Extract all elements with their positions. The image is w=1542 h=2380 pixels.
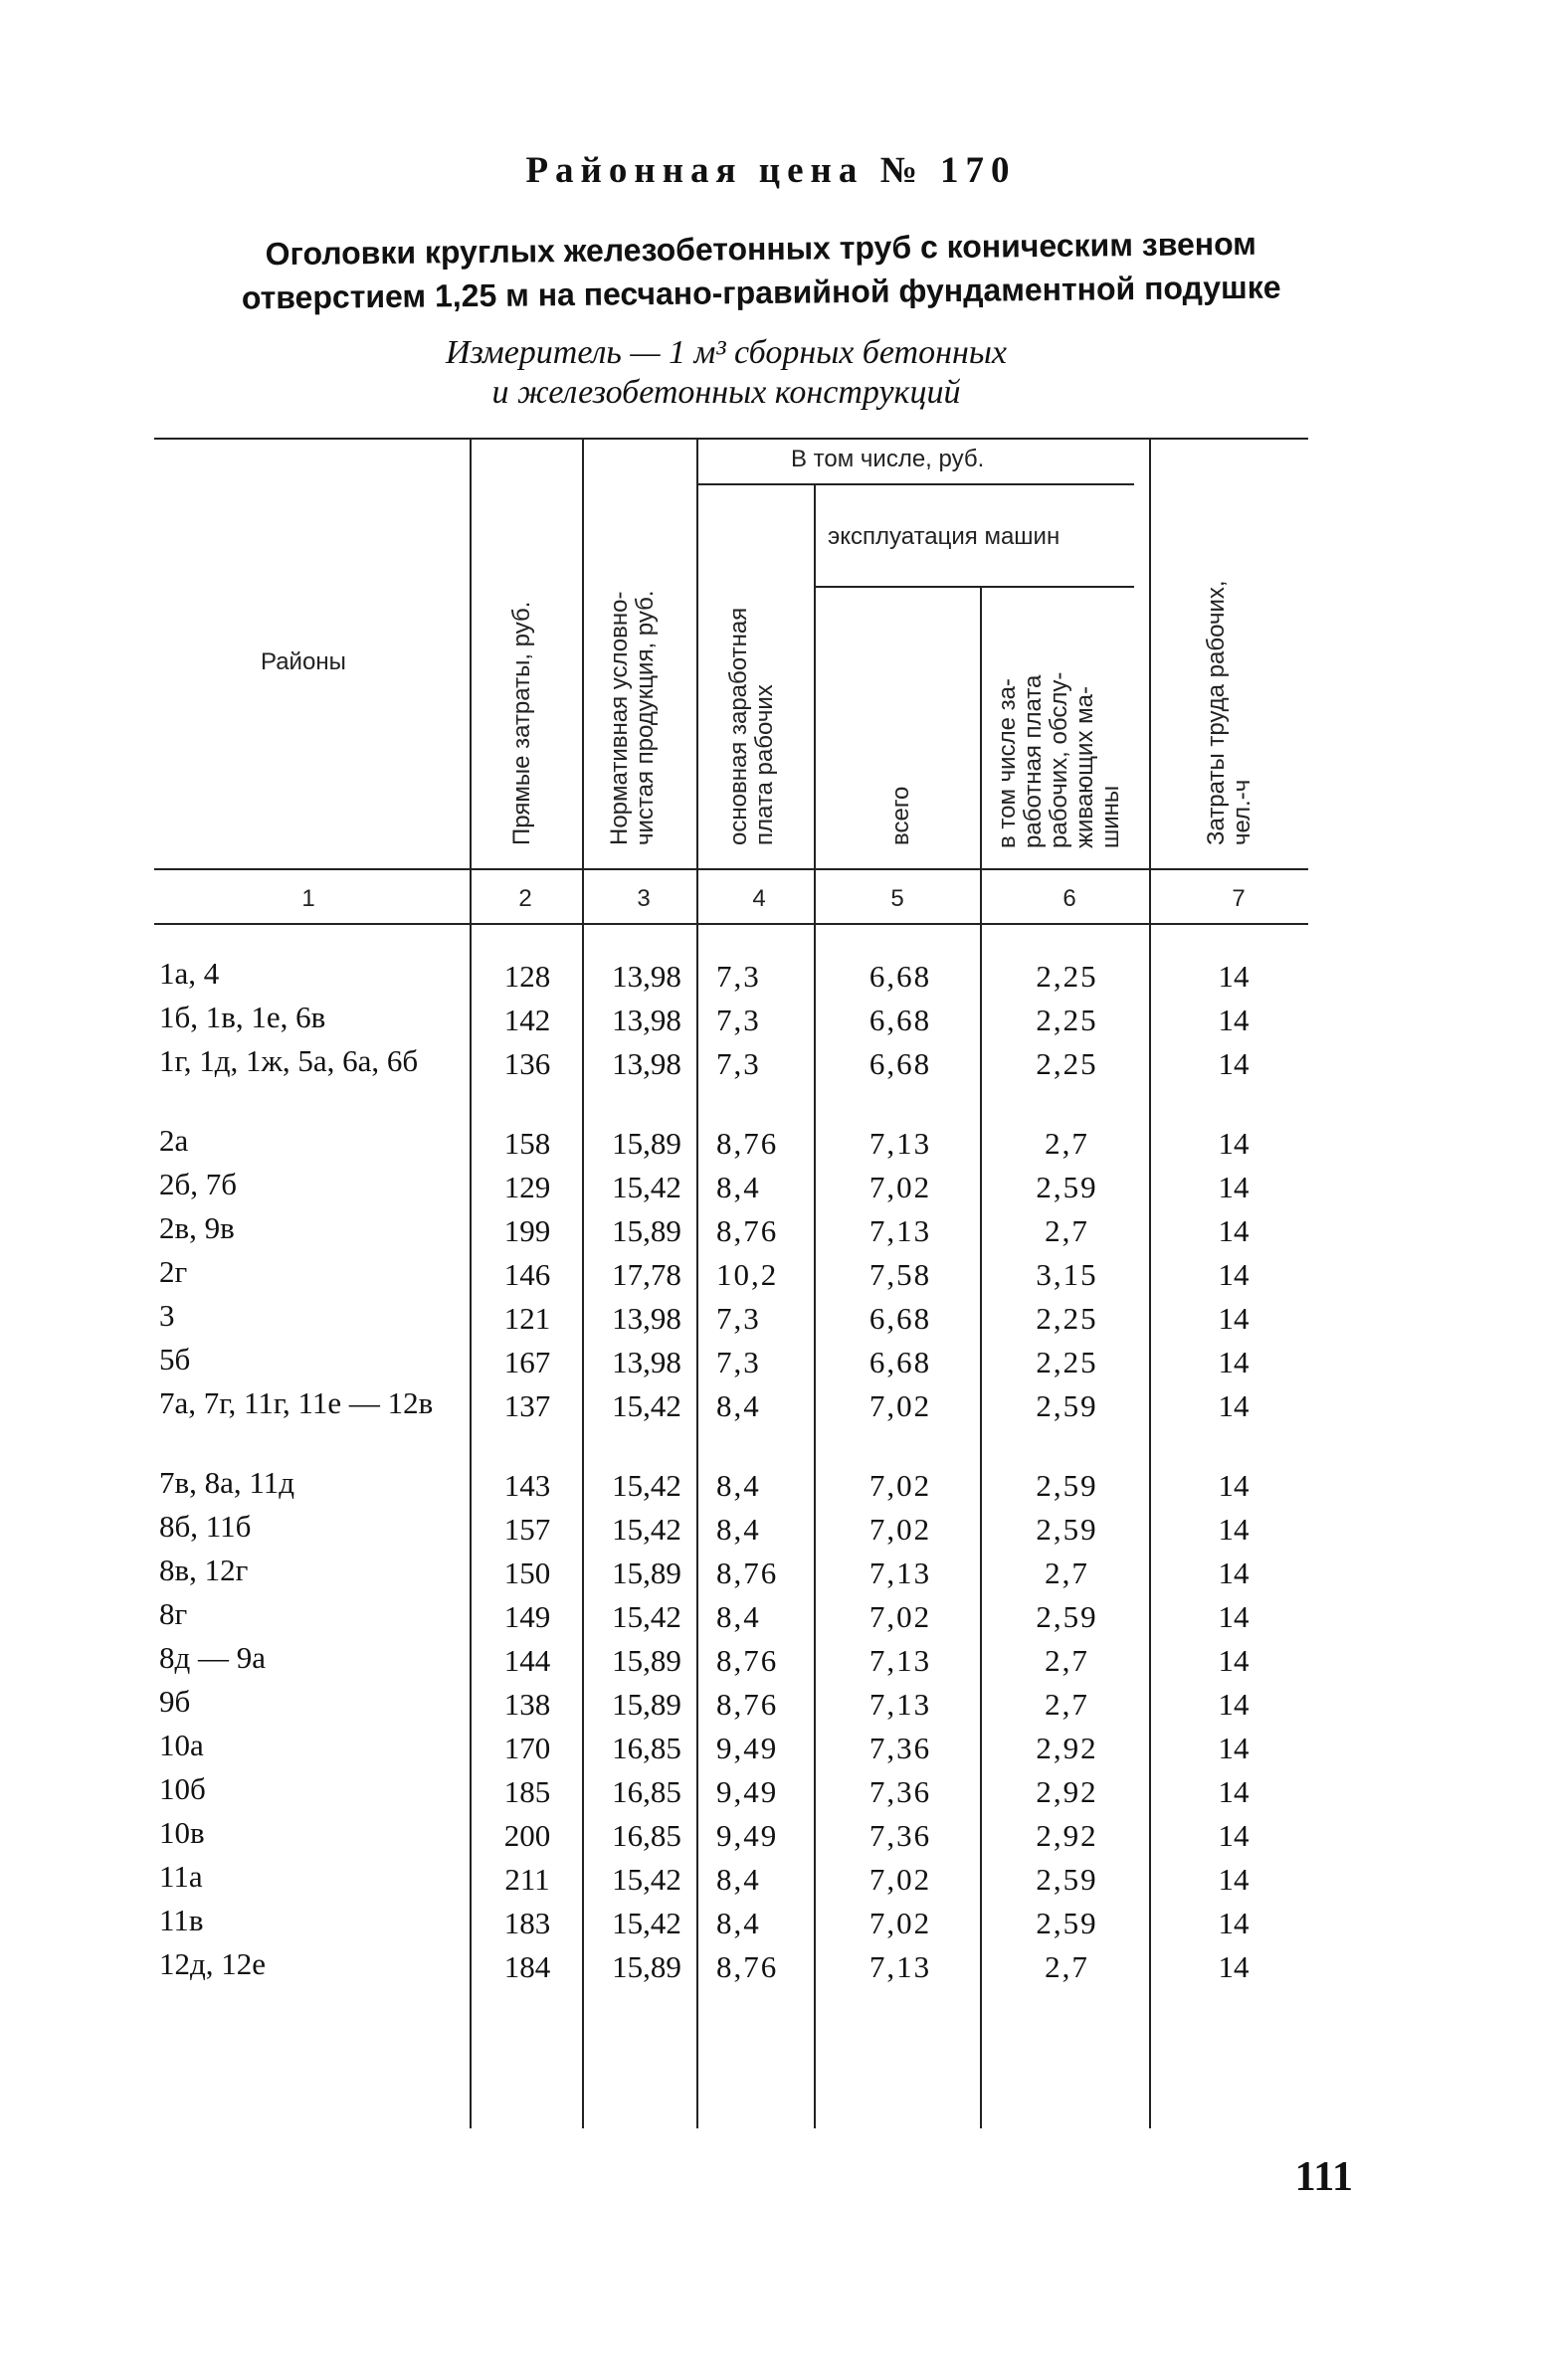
value-cell-c7: 14 (1218, 1687, 1250, 1722)
value-cell-c2: 185 (503, 1774, 551, 1809)
value-cell-c6: 3,15 (1036, 1257, 1098, 1292)
value-cell-c5: 7,36 (868, 1731, 932, 1765)
header-regions: Районы (261, 648, 346, 675)
column-number-rule (154, 923, 1308, 925)
value-cell-c5: 7,36 (868, 1818, 932, 1853)
value-cell-c3: 15,42 (612, 1862, 681, 1897)
value-cell-c7: 14 (1218, 959, 1250, 994)
value-cell-c4: 7,3 (716, 1301, 761, 1336)
value-cell-c4: 8,76 (716, 1556, 779, 1590)
header-base-wages: основная заработная плата рабочих (725, 607, 778, 845)
value-cell-c4: 8,4 (716, 1599, 761, 1634)
value-cell-c7: 14 (1218, 1862, 1250, 1897)
value-cell-c2: 129 (503, 1170, 551, 1204)
value-cell-c3: 15,42 (612, 1512, 681, 1547)
machines-rule (814, 586, 1134, 588)
region-cell: 8д — 9а (159, 1640, 267, 1675)
region-cell: 2в, 9в (159, 1210, 235, 1245)
value-cell-c2: 184 (503, 1949, 551, 1984)
subtitle-line-2: отверстием 1,25 м на песчано-гравийной фундаментной подушке (241, 269, 1281, 316)
value-cell-c6: 2,92 (1036, 1774, 1098, 1809)
region-cell: 2а (159, 1123, 189, 1158)
value-cell-c4: 8,76 (716, 1643, 779, 1678)
value-cell-c5: 6,68 (868, 1301, 932, 1336)
value-cell-c4: 8,76 (716, 1213, 779, 1248)
column-number-7: 7 (1232, 885, 1246, 912)
value-cell-c6: 2,7 (1045, 1556, 1089, 1590)
value-cell-c5: 7,58 (868, 1257, 932, 1292)
value-cell-c3: 15,89 (612, 1687, 681, 1722)
value-cell-c5: 7,02 (868, 1388, 932, 1423)
value-cell-c6: 2,92 (1036, 1818, 1098, 1853)
region-cell: 11в (159, 1903, 204, 1937)
value-cell-c5: 7,13 (868, 1949, 932, 1984)
value-cell-c3: 15,42 (612, 1906, 681, 1940)
subtitle-line-1: Оголовки круглых железобетонных труб с коническим звеном (265, 225, 1257, 273)
value-cell-c3: 16,85 (612, 1731, 681, 1765)
region-cell: 8в, 12г (159, 1553, 249, 1587)
value-cell-c3: 13,98 (612, 959, 681, 994)
value-cell-c7: 14 (1218, 1599, 1250, 1634)
value-cell-c2: 144 (503, 1643, 551, 1678)
value-cell-c7: 14 (1218, 1643, 1250, 1678)
value-cell-c3: 15,42 (612, 1388, 681, 1423)
value-cell-c3: 13,98 (612, 1301, 681, 1336)
value-cell-c6: 2,59 (1036, 1512, 1098, 1547)
value-cell-c7: 14 (1218, 1345, 1250, 1379)
value-cell-c2: 142 (503, 1003, 551, 1037)
value-cell-c5: 7,13 (868, 1126, 932, 1161)
value-cell-c7: 14 (1218, 1388, 1250, 1423)
value-cell-c6: 2,25 (1036, 1046, 1098, 1081)
column-number-6: 6 (1062, 885, 1076, 912)
value-cell-c5: 7,36 (868, 1774, 932, 1809)
value-cell-c6: 2,92 (1036, 1731, 1098, 1765)
value-cell-c6: 2,59 (1036, 1388, 1098, 1423)
value-cell-c2: 146 (503, 1257, 551, 1292)
region-cell: 11а (159, 1859, 203, 1894)
value-cell-c4: 9,49 (716, 1731, 779, 1765)
region-cell: 5б (159, 1342, 191, 1376)
region-cell: 8г (159, 1596, 188, 1631)
value-cell-c4: 8,76 (716, 1687, 779, 1722)
value-cell-c2: 138 (503, 1687, 551, 1722)
column-number-3: 3 (637, 885, 651, 912)
value-cell-c4: 8,76 (716, 1126, 779, 1161)
region-cell: 12д, 12е (159, 1946, 267, 1981)
value-cell-c3: 13,98 (612, 1003, 681, 1037)
region-cell: 10а (159, 1728, 204, 1762)
value-cell-c5: 6,68 (868, 1003, 932, 1037)
header-normative-output: Нормативная условно- чистая продукция, руб. (606, 590, 659, 845)
value-cell-c3: 15,42 (612, 1170, 681, 1204)
value-cell-c2: 128 (503, 959, 551, 994)
value-cell-c6: 2,7 (1045, 1213, 1089, 1248)
value-cell-c5: 7,13 (868, 1687, 932, 1722)
value-cell-c6: 2,59 (1036, 1170, 1098, 1204)
region-cell: 10б (159, 1771, 206, 1806)
header-direct-costs: Прямые затраты, руб. (508, 601, 535, 845)
value-cell-c7: 14 (1218, 1257, 1250, 1292)
value-cell-c7: 14 (1218, 1046, 1250, 1081)
value-cell-c3: 15,89 (612, 1643, 681, 1678)
value-cell-c7: 14 (1218, 1003, 1250, 1037)
value-cell-c7: 14 (1218, 1213, 1250, 1248)
value-cell-c7: 14 (1218, 1468, 1250, 1503)
value-cell-c4: 10,2 (716, 1257, 779, 1292)
column-divider-2 (582, 438, 584, 2128)
value-cell-c5: 7,02 (868, 1512, 932, 1547)
value-cell-c2: 136 (503, 1046, 551, 1081)
value-cell-c6: 2,25 (1036, 1345, 1098, 1379)
value-cell-c7: 14 (1218, 1906, 1250, 1940)
value-cell-c4: 9,49 (716, 1774, 779, 1809)
value-cell-c4: 7,3 (716, 1345, 761, 1379)
value-cell-c3: 13,98 (612, 1046, 681, 1081)
value-cell-c5: 7,02 (868, 1862, 932, 1897)
value-cell-c2: 183 (503, 1906, 551, 1940)
region-cell: 8б, 11б (159, 1509, 252, 1544)
value-cell-c3: 13,98 (612, 1345, 681, 1379)
column-number-1: 1 (301, 885, 315, 912)
region-cell: 2б, 7б (159, 1167, 238, 1201)
header-labor-costs: Затраты труда рабочих, чел.-ч (1203, 580, 1255, 845)
value-cell-c3: 17,78 (612, 1257, 681, 1292)
value-cell-c2: 121 (503, 1301, 551, 1336)
value-cell-c2: 157 (503, 1512, 551, 1547)
value-cell-c4: 8,4 (716, 1862, 761, 1897)
value-cell-c2: 137 (503, 1388, 551, 1423)
price-heading: Районная цена № 170 (525, 150, 1017, 191)
value-cell-c4: 7,3 (716, 1046, 761, 1081)
region-cell: 7а, 7г, 11г, 11е — 12в (159, 1385, 434, 1420)
column-divider-1 (470, 438, 472, 2128)
value-cell-c6: 2,59 (1036, 1906, 1098, 1940)
value-cell-c6: 2,59 (1036, 1599, 1098, 1634)
value-cell-c4: 8,76 (716, 1949, 779, 1984)
value-cell-c4: 8,4 (716, 1468, 761, 1503)
unit-line-2: и железобетонных конструкций (491, 374, 961, 411)
value-cell-c3: 15,42 (612, 1599, 681, 1634)
region-cell: 1г, 1д, 1ж, 5а, 6а, 6б (159, 1043, 419, 1078)
header-bottom-rule (154, 868, 1308, 870)
header-including: В том числе, руб. (791, 446, 985, 472)
region-cell: 3 (159, 1298, 175, 1333)
value-cell-c7: 14 (1218, 1512, 1250, 1547)
value-cell-c4: 8,4 (716, 1906, 761, 1940)
value-cell-c2: 149 (503, 1599, 551, 1634)
value-cell-c2: 167 (503, 1345, 551, 1379)
value-cell-c6: 2,7 (1045, 1687, 1089, 1722)
value-cell-c2: 200 (503, 1818, 551, 1853)
region-cell: 2г (159, 1254, 188, 1289)
region-cell: 9б (159, 1684, 191, 1719)
value-cell-c7: 14 (1218, 1949, 1250, 1984)
value-cell-c2: 150 (503, 1556, 551, 1590)
value-cell-c2: 158 (503, 1126, 551, 1161)
value-cell-c5: 7,13 (868, 1556, 932, 1590)
value-cell-c5: 6,68 (868, 1046, 932, 1081)
value-cell-c5: 7,02 (868, 1468, 932, 1503)
region-cell: 10в (159, 1815, 205, 1850)
value-cell-c5: 6,68 (868, 1345, 932, 1379)
header-machine-total: всего (887, 786, 914, 845)
value-cell-c7: 14 (1218, 1556, 1250, 1590)
page-number: 111 (1294, 2154, 1353, 2200)
header-machine-operation: эксплуатация машин (828, 523, 1060, 550)
including-rule (696, 483, 1134, 485)
value-cell-c4: 7,3 (716, 1003, 761, 1037)
column-divider-6 (1149, 438, 1151, 2128)
value-cell-c3: 15,89 (612, 1126, 681, 1161)
value-cell-c6: 2,25 (1036, 1301, 1098, 1336)
value-cell-c7: 14 (1218, 1731, 1250, 1765)
value-cell-c4: 8,4 (716, 1512, 761, 1547)
value-cell-c7: 14 (1218, 1774, 1250, 1809)
value-cell-c5: 7,13 (868, 1213, 932, 1248)
value-cell-c6: 2,7 (1045, 1126, 1089, 1161)
value-cell-c7: 14 (1218, 1170, 1250, 1204)
column-number-5: 5 (890, 885, 904, 912)
value-cell-c5: 7,13 (868, 1643, 932, 1678)
column-number-2: 2 (518, 885, 532, 912)
value-cell-c7: 14 (1218, 1818, 1250, 1853)
value-cell-c5: 6,68 (868, 959, 932, 994)
unit-of-measure (338, 333, 1114, 413)
value-cell-c6: 2,59 (1036, 1862, 1098, 1897)
value-cell-c6: 2,7 (1045, 1643, 1089, 1678)
value-cell-c4: 9,49 (716, 1818, 779, 1853)
value-cell-c3: 16,85 (612, 1818, 681, 1853)
value-cell-c6: 2,59 (1036, 1468, 1098, 1503)
value-cell-c2: 170 (503, 1731, 551, 1765)
header-machine-wages: в том числе за- работная плата рабочих, обслу- живающих ма- шины (994, 671, 1124, 848)
column-number-4: 4 (752, 885, 766, 912)
value-cell-c3: 15,89 (612, 1949, 681, 1984)
region-cell: 1б, 1в, 1е, 6в (159, 1000, 326, 1034)
value-cell-c4: 8,4 (716, 1388, 761, 1423)
table-top-rule (154, 438, 1308, 440)
region-cell: 7в, 8а, 11д (159, 1465, 295, 1500)
unit-line-1: Измеритель — 1 м³ сборных бетонных (446, 334, 1007, 371)
value-cell-c3: 16,85 (612, 1774, 681, 1809)
value-cell-c2: 199 (503, 1213, 551, 1248)
region-cell: 1а, 4 (159, 956, 220, 991)
value-cell-c7: 14 (1218, 1126, 1250, 1161)
document-subtitle (194, 221, 1329, 320)
value-cell-c3: 15,89 (612, 1213, 681, 1248)
value-cell-c7: 14 (1218, 1301, 1250, 1336)
value-cell-c5: 7,02 (868, 1599, 932, 1634)
value-cell-c2: 211 (504, 1862, 550, 1897)
value-cell-c6: 2,25 (1036, 1003, 1098, 1037)
value-cell-c3: 15,42 (612, 1468, 681, 1503)
value-cell-c3: 15,89 (612, 1556, 681, 1590)
value-cell-c4: 7,3 (716, 959, 761, 994)
value-cell-c5: 7,02 (868, 1906, 932, 1940)
value-cell-c6: 2,7 (1045, 1949, 1089, 1984)
value-cell-c2: 143 (503, 1468, 551, 1503)
value-cell-c6: 2,25 (1036, 959, 1098, 994)
value-cell-c4: 8,4 (716, 1170, 761, 1204)
value-cell-c5: 7,02 (868, 1170, 932, 1204)
